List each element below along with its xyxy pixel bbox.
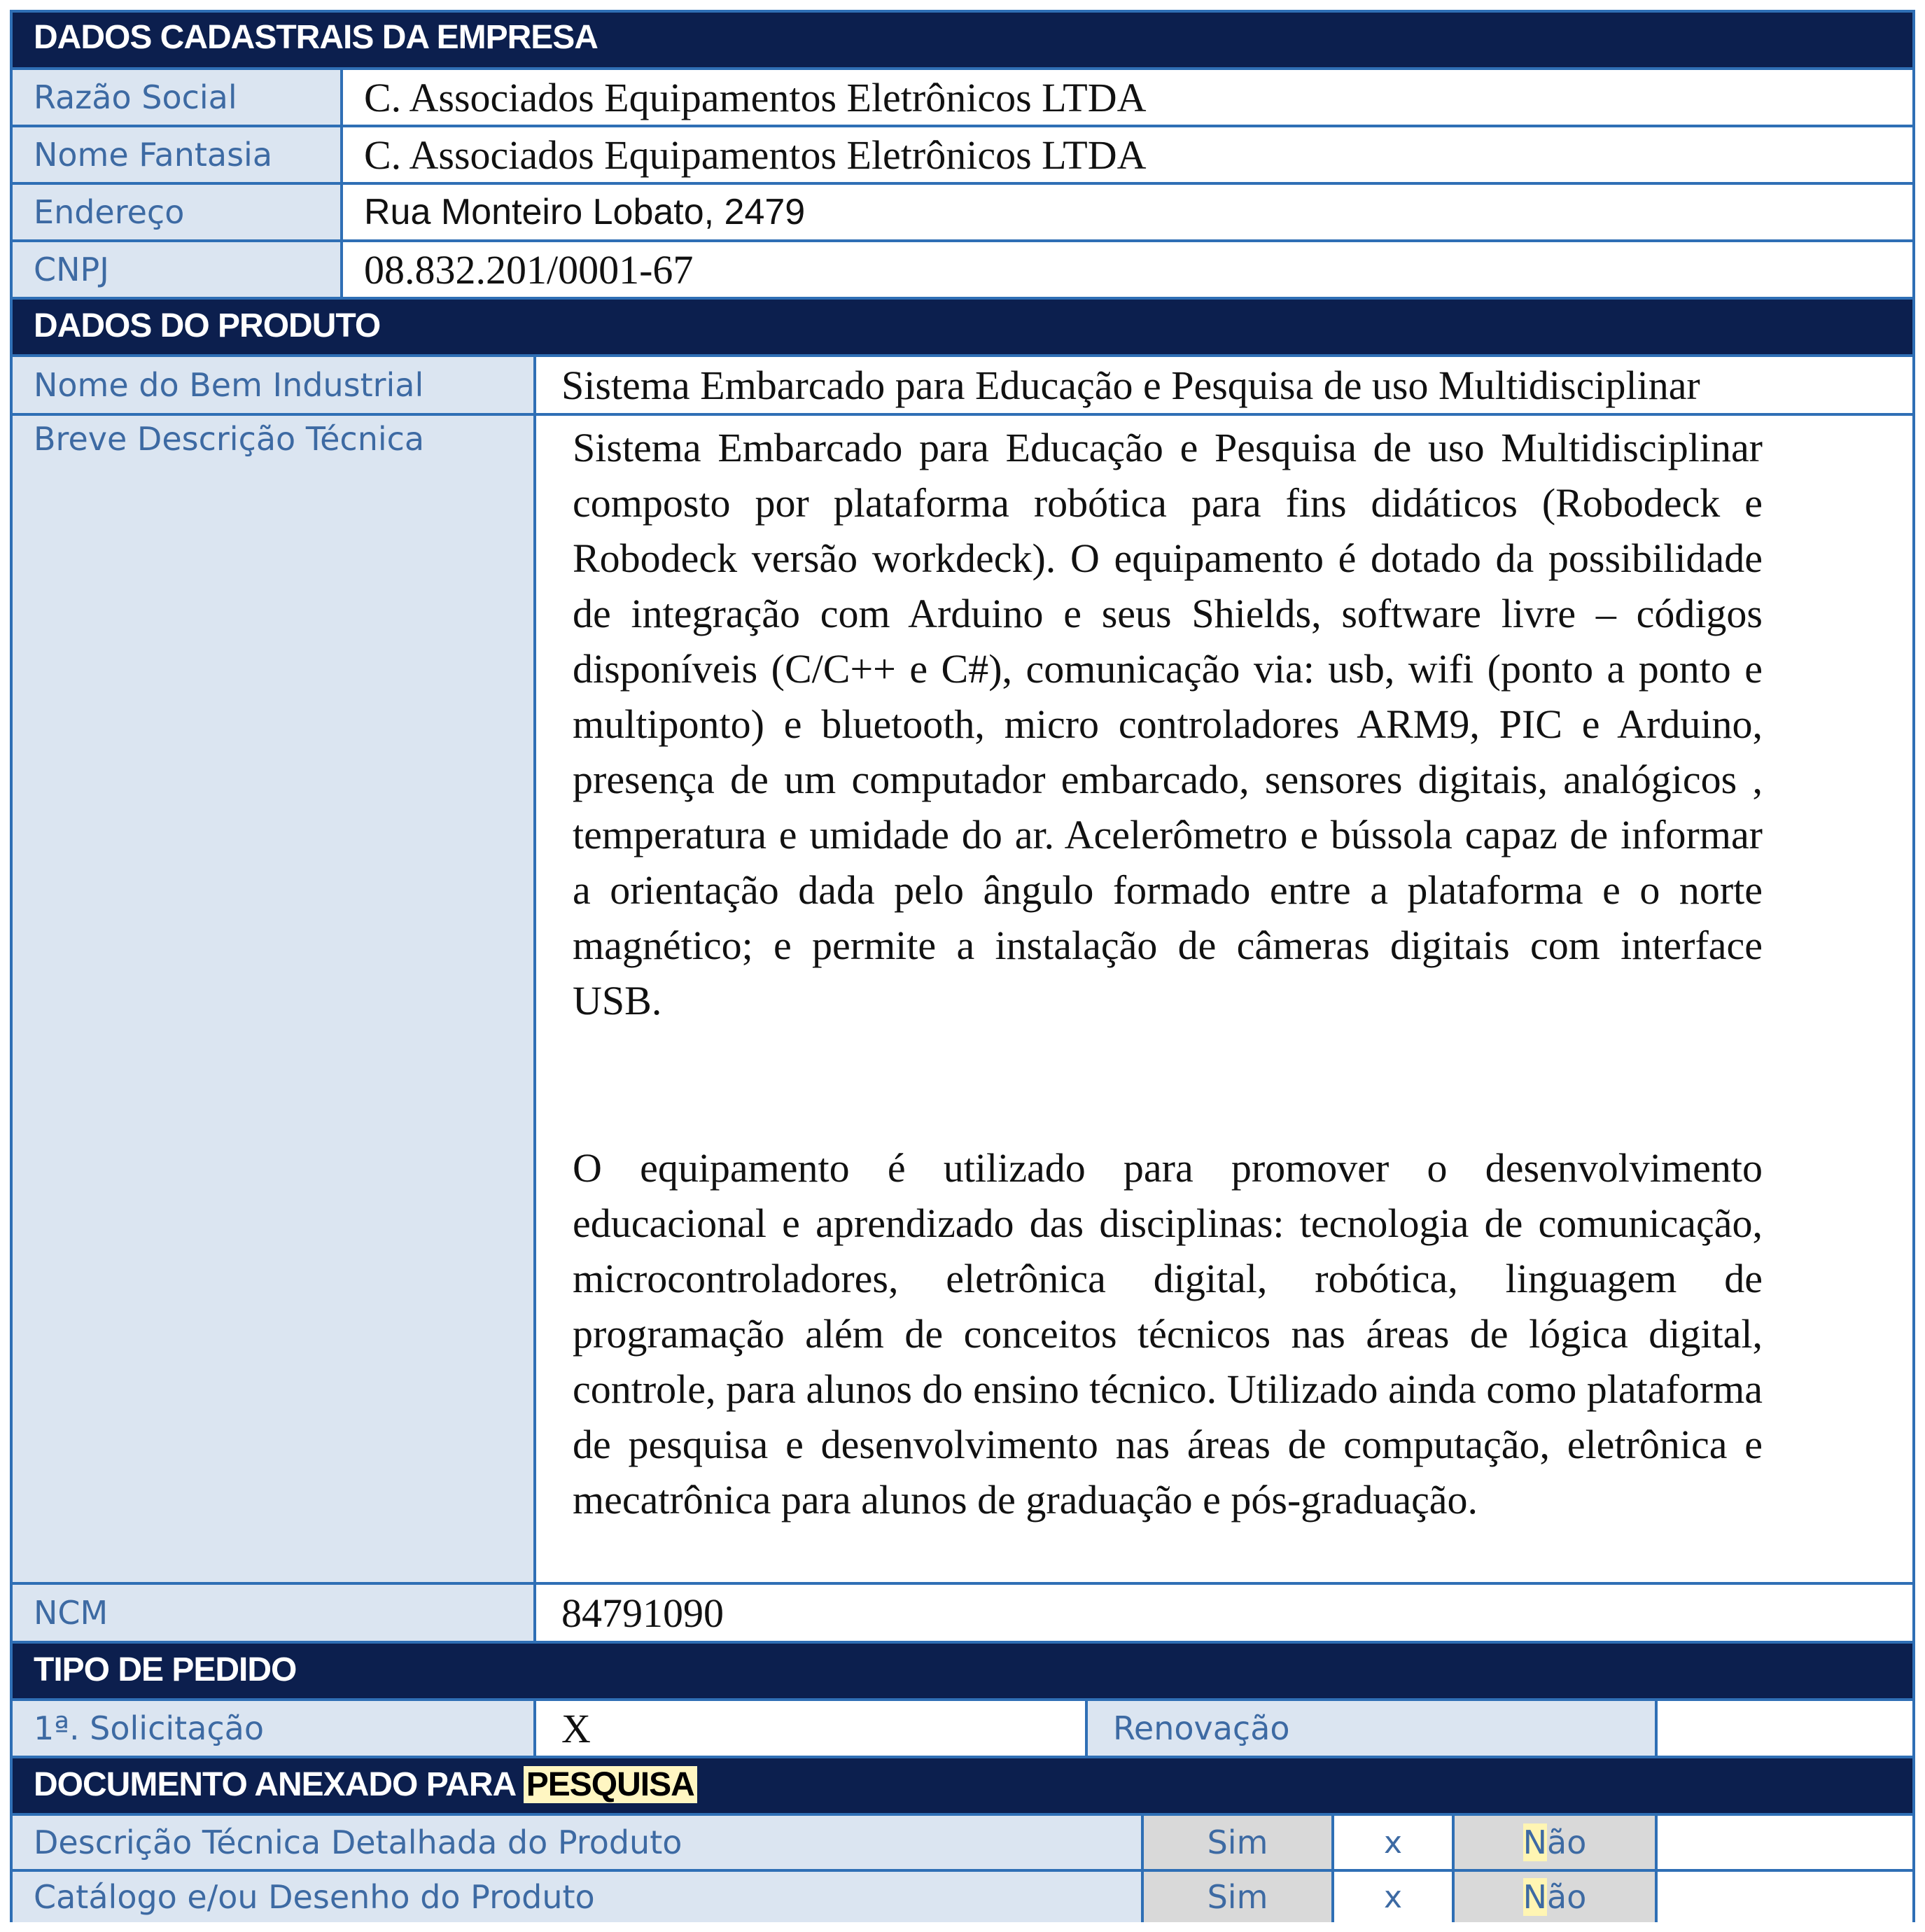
- company-product-form: [10, 10, 1915, 1922]
- section-title-tipo-pedido: TIPO DE PEDIDO: [34, 1651, 297, 1688]
- primeira-solicitacao-value[interactable]: X: [536, 1701, 1088, 1756]
- attachment-label: Descrição Técnica Detalhada do Produto: [13, 1816, 1144, 1869]
- row-endereco: [13, 182, 1912, 239]
- descricao-label: Breve Descrição Técnica: [13, 416, 536, 1582]
- nao-label: [1455, 1872, 1658, 1922]
- section-header-documento-anexado: [13, 1756, 1912, 1813]
- section-title-empresa: DADOS CADASTRAIS DA EMPRESA: [34, 19, 598, 56]
- highlight-pesquisa: PESQUISA: [524, 1766, 697, 1803]
- nao-label: [1455, 1816, 1658, 1869]
- section-header-tipo-pedido: [13, 1641, 1912, 1698]
- cnpj-label: CNPJ: [13, 242, 343, 297]
- ncm-value: 84791090: [536, 1585, 1912, 1641]
- nao-label-highlight: N: [1522, 1823, 1548, 1861]
- nome-fantasia-label: Nome Fantasia: [13, 127, 343, 182]
- sim-label: Sim: [1144, 1816, 1334, 1869]
- nao-checkbox[interactable]: [1658, 1816, 1912, 1869]
- renovacao-value[interactable]: [1658, 1701, 1912, 1756]
- row-descricao-tecnica-detalhada: [13, 1813, 1912, 1869]
- nao-label-highlight: N: [1522, 1878, 1548, 1916]
- row-razao-social: [13, 67, 1912, 125]
- nao-label-rest: ão: [1547, 1823, 1587, 1861]
- nao-label-rest: ão: [1547, 1878, 1587, 1916]
- endereco-label: Endereço: [13, 185, 343, 239]
- section-title-produto: DADOS DO PRODUTO: [34, 307, 381, 344]
- section-header-produto: [13, 297, 1912, 354]
- razao-social-label: Razão Social: [13, 70, 343, 125]
- row-ncm: [13, 1582, 1912, 1641]
- nome-bem-label: Nome do Bem Industrial: [13, 357, 536, 413]
- sim-checkbox[interactable]: x: [1334, 1872, 1455, 1922]
- row-descricao: [13, 413, 1912, 1582]
- nome-bem-value: Sistema Embarcado para Educação e Pesquisa de uso Multidisciplinar: [536, 357, 1912, 413]
- row-cnpj: [13, 239, 1912, 297]
- endereco-value: Rua Monteiro Lobato, 2479: [343, 185, 1912, 239]
- sim-label: Sim: [1144, 1872, 1334, 1922]
- nome-fantasia-value: C. Associados Equipamentos Eletrônicos LTDA: [343, 127, 1912, 182]
- row-catalogo-desenho: [13, 1869, 1912, 1922]
- descricao-paragraph-2: O equipamento é utilizado para promover o desenvolvimento educacional e aprendizado das disciplinas: tecnologia de comunicação, microcontroladores, eletrônica digital, robótica, linguagem de programação além de conceitos técnicos nas áreas de lógica digital, controle, para alunos do ensino técnico. Utilizado ainda como plataforma de pesquisa e desenvolvimento nas áreas de computação, eletrônica e mecatrônica para alunos de graduação e pós-graduação.: [573, 1145, 1763, 1522]
- section-header-empresa: [13, 13, 1912, 67]
- ncm-label: NCM: [13, 1585, 536, 1641]
- razao-social-value: C. Associados Equipamentos Eletrônicos LTDA: [343, 70, 1912, 125]
- primeira-solicitacao-label: 1ª. Solicitação: [13, 1701, 536, 1756]
- row-tipo-pedido: [13, 1698, 1912, 1756]
- cnpj-value: 08.832.201/0001-67: [343, 242, 1912, 297]
- row-nome-bem: [13, 354, 1912, 413]
- sim-checkbox[interactable]: x: [1334, 1816, 1455, 1869]
- descricao-paragraph-1: Sistema Embarcado para Educação e Pesquisa de uso Multidisciplinar composto por plataforma robótica para fins didáticos (Robodeck e Robodeck versão workdeck). O equipamento é dotado da possibilidade de integração com Arduino e seus Shields, software livre – códigos disponíveis (C/C++ e C#), comunicação via: usb, wifi (ponto a ponto e multiponto) e bluetooth, micro controladores ARM9, PIC e Arduino, presença de um computador embarcado, sensores digitais, analógicos , temperatura e umidade do ar. Acelerômetro e bússola capaz de informar a orientação dada pelo ângulo formado entre a plataforma e o norte magnético; e permite a instalação de câmeras digitais com interface USB.: [573, 425, 1763, 1023]
- attachment-label: Catálogo e/ou Desenho do Produto: [13, 1872, 1144, 1922]
- section-title-documento-anexado: DOCUMENTO ANEXADO PARA: [34, 1766, 524, 1803]
- row-nome-fantasia: [13, 125, 1912, 182]
- nao-checkbox[interactable]: [1658, 1872, 1912, 1922]
- renovacao-label: Renovação: [1088, 1701, 1658, 1756]
